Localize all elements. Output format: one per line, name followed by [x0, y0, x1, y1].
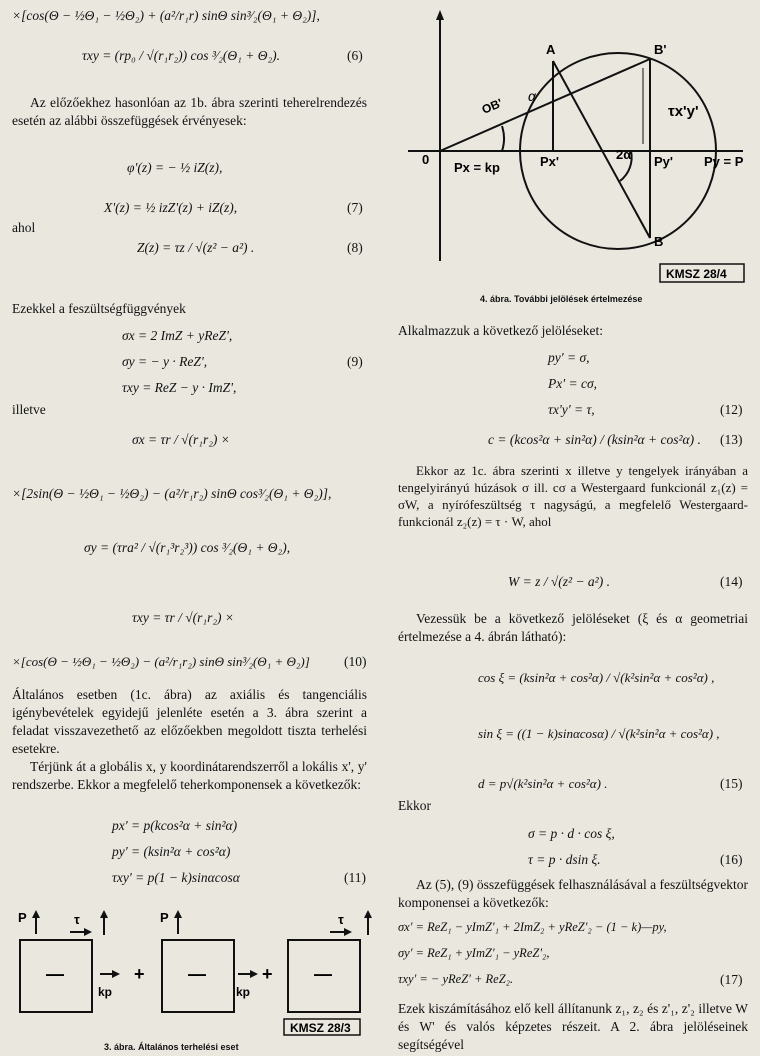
eq11-line3: τxy' = p(1 − k)sinαcosα — [112, 870, 240, 885]
eq15-line1: cos ξ = (ksin²α + cos²α) / √(k²sin²α + cos²α) , — [478, 670, 715, 685]
eq11-line2: py' = (ksin²α + cos²α) — [112, 844, 231, 859]
eq9-number: (9) — [347, 354, 363, 369]
eq12-number: (12) — [720, 402, 743, 417]
eq13: c = (kcos²α + sin²α) / (ksin²α + cos²α) . — [488, 432, 701, 447]
eq10-number: (10) — [344, 654, 367, 669]
eq13-number: (13) — [720, 432, 743, 447]
fig3-caption: 3. ábra. Általános terhelési eset — [104, 1042, 239, 1052]
eq7-number: (7) — [347, 200, 363, 215]
eq15-line3: d = p√(k²sin²α + cos²α) . — [478, 776, 608, 791]
eq16-number: (16) — [720, 852, 743, 867]
fig3-label-tau2: τ — [338, 912, 344, 927]
fig3-minus-1: — — [46, 964, 64, 984]
fig4-caption: 4. ábra. További jelölések értelmezése — [480, 294, 643, 304]
fig3-plus-2: + — [262, 964, 273, 984]
paragraph-2: Ezekkel a feszültségfüggvények — [12, 301, 186, 316]
eq17-number: (17) — [720, 972, 743, 987]
eq6-line1: ×[cos(Θ − ½Θ₁ − ½Θ₂) + (a²/r₁r) sinΘ sin³⁄₂(Θ₁ + Θ₂)], — [12, 8, 320, 23]
eq7: X'(z) = ½ izZ'(z) + iZ(z), — [104, 200, 238, 215]
fig4-label-px: Px = kp — [454, 160, 500, 175]
eq12-line3: τx'y' = τ, — [548, 402, 595, 417]
fig4-label-a: A — [546, 42, 556, 57]
eq17-line2: σy' = ReZ₁ + yImZ'₁ − yReZ'₂, — [398, 946, 550, 960]
fig4-label-alpha: α — [528, 88, 536, 104]
eq15-line2: sin ξ = ((1 − k)sinαcosα) / √(k²sin²α + cos²α) , — [478, 726, 720, 741]
eq14-number: (14) — [720, 574, 743, 589]
eq16-line1: σ = p · d · cos ξ, — [528, 826, 615, 841]
fig3-minus-2: — — [188, 964, 206, 984]
fig4-label-b: B — [654, 234, 664, 249]
fig4-label-pxp: Px' — [540, 154, 559, 169]
fig3-label-p1: P — [18, 910, 27, 925]
fig4-label-tau: τx'y' — [668, 103, 699, 120]
eq9-line1: σx = 2 ImZ + yReZ', — [122, 328, 233, 343]
fig4-label-bp: B' — [654, 42, 667, 57]
eq12-line2: Px' = cσ, — [548, 376, 598, 391]
fig3-label-kp2: kp — [236, 985, 251, 999]
fig3-label-kp1: kp — [98, 985, 113, 999]
fig4-label-py: Py = P — [704, 154, 744, 169]
eq11-number: (11) — [344, 870, 366, 885]
paragraph-r5: Ezek kiszámításához elő kell állítanunk z₁, z₂ és z'₁, z'₂ illetve W és W' és valós képzetes részeit. A 2. ábra jelöléseinek segítségével — [398, 1001, 748, 1052]
fig4-label-pyp: Py' — [654, 154, 673, 169]
paragraph-r2: Ekkor az 1c. ábra szerinti x illetve y tengelyek irányában a tengelyirányú húzások σ ill. cσ a Westergaard funkcionál z₁(z) = σW, a nyírófeszültség τ nagyságú, a megfelelő Westergaard-funkcionál z₂(z) = τ · W, ahol — [398, 463, 748, 529]
paragraph-3: Általános esetben (1c. ábra) az axiális és tangenciális igénybevételek egyidejű jelenléte esetén a 3. ábra szerint a feladat visszavezethető az előzőekben megoldott tiszta terhelési esetekre. — [12, 687, 367, 756]
eq15-number: (15) — [720, 776, 743, 791]
fig4-label-o: 0 — [422, 152, 430, 167]
eq9-line3: τxy = ReZ − y · ImZ', — [122, 380, 237, 395]
fig4-label-2a: 2α — [616, 147, 632, 162]
fig4-tag: KMSZ 28/4 — [666, 267, 727, 281]
eq17-line1: σx' = ReZ₁ − yImZ'₁ + 2ImZ₂ + yReZ'₂ − (1 − k)—py, — [398, 920, 667, 934]
eq8: Z(z) = τz / √(z² − a²) . — [137, 240, 255, 255]
eq11-line1: px' = p(kcos²α + sin²α) — [112, 818, 238, 833]
eq9-line2: σy = − y · ReZ', — [122, 354, 208, 369]
eq8-number: (8) — [347, 240, 363, 255]
fig4-label-ob: OB' — [479, 95, 505, 117]
eq10-line5: ×[cos(Θ − ½Θ₁ − ½Θ₂) − (a²/r₁r₂) sinΘ sin³⁄₂(Θ₁ + Θ₂)] — [12, 654, 310, 669]
fig3-minus-3: — — [314, 964, 332, 984]
paragraph-4: Térjünk át a globális x, y koordinátarendszerről a lokális x', y' rendszerbe. Ekkor a megfelelő teherkomponensek a következők: — [12, 759, 367, 792]
eq10-line2: ×[2sin(Θ − ½Θ₁ − ½Θ₂) − (a²/r₁r₂) sinΘ cos³⁄₂(Θ₁ + Θ₂)], — [12, 486, 332, 501]
fig3-plus-1: + — [134, 964, 145, 984]
ekkor-text: Ekkor — [398, 798, 431, 813]
ahol-text: ahol — [12, 220, 36, 235]
paragraph-r1: Alkalmazzuk a következő jelöléseket: — [398, 323, 604, 338]
eq12-line1: py' = σ, — [548, 350, 590, 365]
eq10-line4: τxy = τr / √(r₁r₂) × — [132, 610, 235, 625]
paragraph-r4: Az (5), (9) összefüggések felhasználásával a feszültségvektor komponensei a következők: — [398, 877, 748, 910]
eq17-line3: τxy' = − yReZ' + ReZ₂. — [398, 972, 514, 986]
eq-phi: φ'(z) = − ½ iZ(z), — [127, 160, 223, 175]
eq14: W = z / √(z² − a²) . — [508, 574, 610, 589]
eq10-line3: σy = (τra² / √(r₁³r₂³)) cos ³⁄₂(Θ₁ + Θ₂), — [84, 540, 291, 555]
figure-3 — [12, 898, 374, 1048]
paragraph-1: Az előzőekhez hasonlóan az 1b. ábra szerinti teherelrendezés esetén az alábbi összefüggések érvényesek: — [12, 95, 367, 128]
fig3-label-p2: P — [160, 910, 169, 925]
illetve-text: illetve — [12, 402, 46, 417]
fig3-label-tau1: τ — [74, 912, 80, 927]
paragraph-r3: Vezessük be a következő jelöléseket (ξ és α geometriai értelmezése a 4. ábrán látható): — [398, 611, 748, 644]
fig3-tag: KMSZ 28/3 — [290, 1021, 351, 1035]
figure-4 — [398, 6, 750, 296]
eq6-number: (6) — [347, 48, 363, 63]
eq10-line1: σx = τr / √(r₁r₂) × — [132, 432, 230, 447]
eq6-line2: τxy = (rp₀ / √(r₁r₂)) cos ³⁄₂(Θ₁ + Θ₂). — [82, 48, 281, 63]
eq16-line2: τ = p · dsin ξ. — [528, 852, 601, 867]
